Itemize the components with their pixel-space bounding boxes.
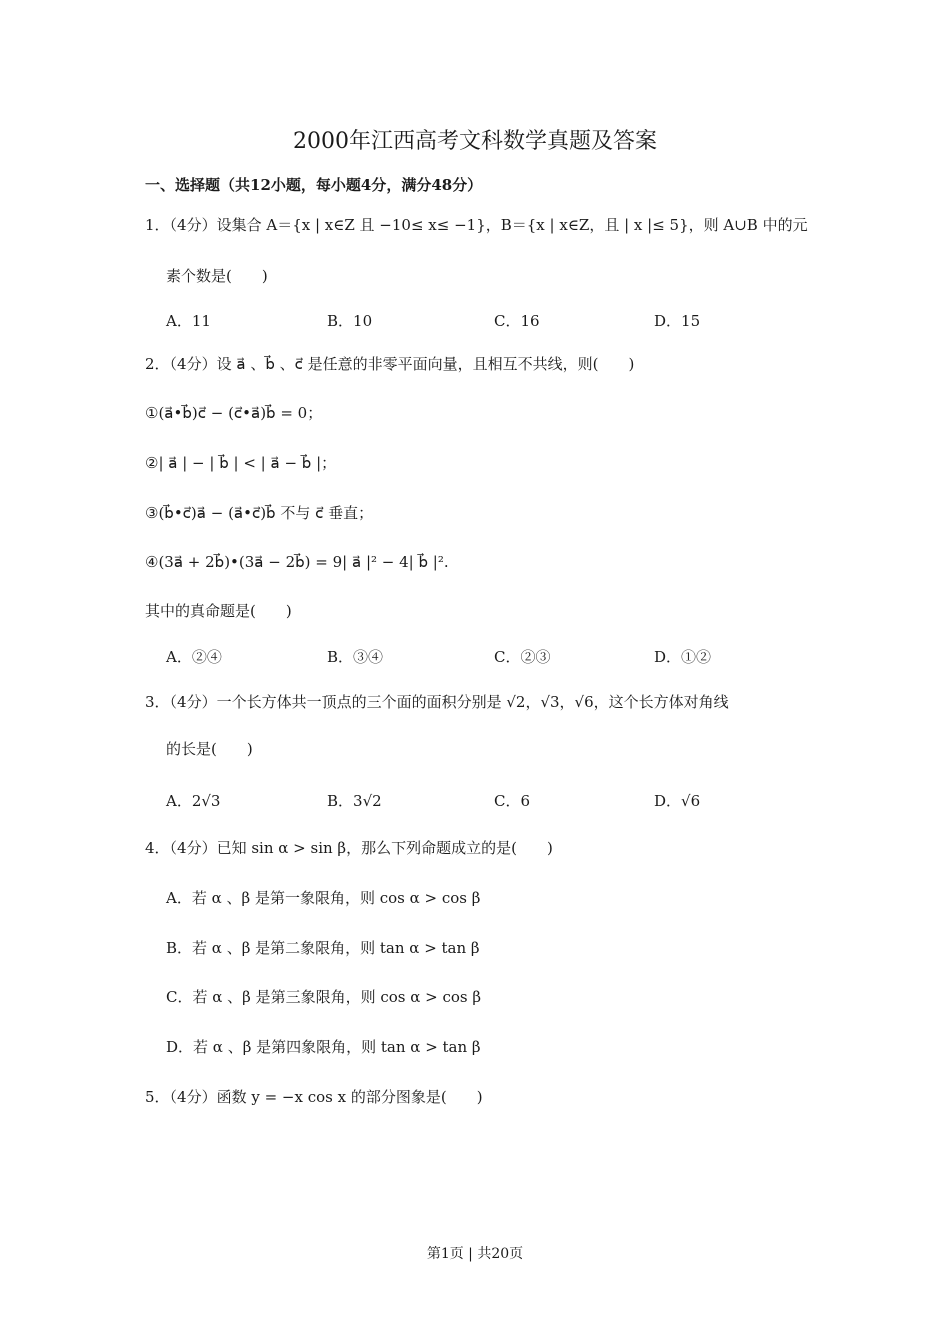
question-4-option-d: D．若 α 、β 是第四象限角，则 tan α > tan β bbox=[166, 1038, 481, 1056]
question-3-text: 3．（4分）一个长方体共一顶点的三个面的面积分别是 √2，√3，√6，这个长方体对角线 bbox=[145, 693, 729, 711]
question-1-option-a: A．11 bbox=[166, 312, 211, 330]
question-4-option-a: A．若 α 、β 是第一象限角，则 cos α > cos β bbox=[166, 889, 481, 907]
question-1-option-b: B．10 bbox=[327, 312, 373, 330]
question-2-option-b: B．③④ bbox=[327, 648, 384, 666]
question-3-option-b: B．3√2 bbox=[327, 792, 382, 810]
question-2-statement-4: ④(3a⃗ + 2b⃗)•(3a⃗ − 2b⃗) = 9| a⃗ |² − 4| b⃗ |². bbox=[145, 553, 449, 571]
question-2-statement-1: ①(a⃗•b⃗)c⃗ − (c⃗•a⃗)b⃗ = 0； bbox=[145, 404, 323, 422]
question-3-option-c: C．6 bbox=[494, 792, 531, 810]
question-2-text: 2．（4分）设 a⃗ 、b⃗ 、c⃗ 是任意的非零平面向量，且相互不共线，则( ) bbox=[145, 355, 635, 373]
question-3-option-d: D．√6 bbox=[654, 792, 701, 810]
question-2-statement-3: ③(b⃗•c⃗)a⃗ − (a⃗•c⃗)b⃗ 不与 c⃗ 垂直； bbox=[145, 504, 374, 522]
page-footer: 第1页 | 共20页 bbox=[426, 1246, 524, 1262]
question-4-text: 4．（4分）已知 sin α > sin β，那么下列命题成立的是( ) bbox=[145, 839, 553, 857]
section-heading: 一、选择题（共12小题，每小题4分，满分48分） bbox=[145, 176, 483, 194]
page-title: 2000年江西高考文科数学真题及答案 bbox=[293, 129, 657, 154]
question-1-text: 1．（4分）设集合 A＝{x | x∈Z 且 −10≤ x≤ −1}，B＝{x | x∈Z，且 | x |≤ 5}，则 A∪B 中的元 bbox=[145, 216, 808, 234]
question-4-option-b: B．若 α 、β 是第二象限角，则 tan α > tan β bbox=[166, 939, 480, 957]
question-4-option-c: C．若 α 、β 是第三象限角，则 cos α > cos β bbox=[166, 988, 482, 1006]
question-3-option-a: A．2√3 bbox=[166, 792, 221, 810]
question-2-option-d: D．①② bbox=[654, 648, 712, 666]
question-2-option-c: C．②③ bbox=[494, 648, 551, 666]
question-1-text-cont: 素个数是( ) bbox=[166, 267, 268, 285]
question-2-option-a: A．②④ bbox=[166, 648, 222, 666]
question-1-option-c: C．16 bbox=[494, 312, 540, 330]
question-5-text: 5．（4分）函数 y = −x cos x 的部分图象是( ) bbox=[145, 1088, 483, 1106]
question-1-option-d: D．15 bbox=[654, 312, 701, 330]
question-2-stem: 其中的真命题是( ) bbox=[145, 602, 292, 620]
question-3-text-cont: 的长是( ) bbox=[166, 740, 253, 758]
question-2-statement-2: ②| a⃗ | − | b⃗ | < | a⃗ − b⃗ |； bbox=[145, 454, 337, 472]
